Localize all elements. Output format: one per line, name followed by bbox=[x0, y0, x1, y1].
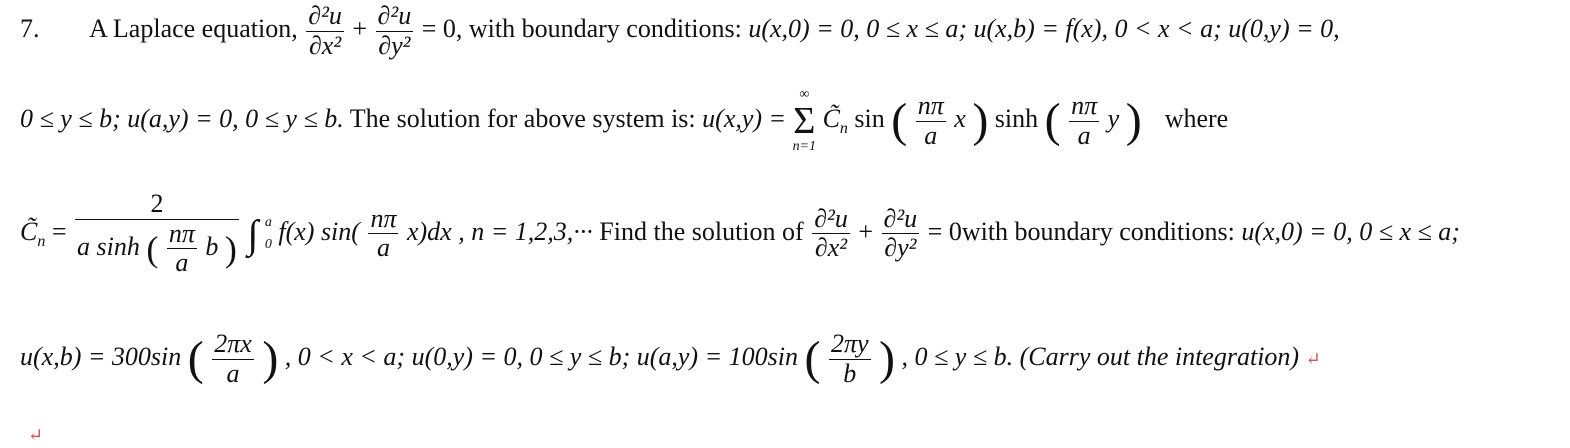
solution-lhs: u(x,y) = bbox=[702, 103, 787, 133]
sinh-text: sinh bbox=[994, 103, 1039, 133]
where-text: where bbox=[1164, 103, 1229, 133]
integrand-fraction: $\frac{n\pi}{a}$ bbox=[370, 203, 397, 263]
npi-over-a-fraction-2: $\frac{n\pi}{a}$ bbox=[1071, 90, 1098, 150]
return-mark-icon: ↵ bbox=[28, 425, 44, 445]
equals-zero-text: = 0, with boundary conditions: bbox=[421, 14, 742, 44]
find-text: Find the solution of bbox=[599, 216, 804, 246]
problem-number: 7. bbox=[20, 14, 40, 44]
line-4: u(x,b) = 300sin ( $\frac{2\pi x}{a}$ ) , 0 < x < a; u(0,y) = 0, 0 ≤ y ≤ b; u(a,y) = 100sin ( $\frac{2\pi y}{b}$ ) , 0 ≤ y ≤ b. (Carry out the integration) ↵ bbox=[20, 329, 1321, 388]
return-mark: ↵ bbox=[1305, 349, 1321, 370]
sin-text: sin bbox=[854, 103, 885, 133]
new-boundary-conditions-1: u(x,0) = 0, 0 ≤ x ≤ a; bbox=[1241, 216, 1460, 246]
npi-over-a-fraction: $\frac{n\pi}{a}$ bbox=[917, 90, 944, 150]
line-3: $C̃_n$ = 2 a sinh ( $\frac{n\pi}{a}$ b ) ∫ a 0 f(x) sin( $\frac{n\pi}{a}$ x)dx , n = 1,2,3,··· Find the solution of $\frac{\text{∂²u}}{\text{∂x²}}$ + $\frac{\text{∂²u}}{\text{∂y²}}$ = 0with boundary conditions: u(x,0) = 0, 0 ≤ x ≤ a; bbox=[20, 189, 1460, 278]
find-equals-text: = 0with boundary conditions: bbox=[927, 216, 1235, 246]
uyy-fraction: $\frac{\text{∂²u}}{\text{∂y²}}$ bbox=[377, 1, 412, 60]
solution-text: The solution for above system is: bbox=[349, 103, 696, 133]
cn-definition-symbol: C̃ bbox=[20, 216, 38, 246]
new-bc-end: , 0 ≤ y ≤ b. (Carry out the integration) bbox=[901, 342, 1300, 372]
bottom-return-mark bbox=[28, 418, 43, 448]
plus-sign: + bbox=[352, 14, 368, 44]
find-uyy-fraction: $\frac{\text{∂²u}}{\text{∂y²}}$ bbox=[883, 203, 918, 263]
boundary-conditions-1: u(x,0) = 0, 0 ≤ x ≤ a; u(x,b) = f(x), 0 < x < a; u(0,y) = 0, bbox=[748, 14, 1340, 44]
intro-text: A Laplace equation, bbox=[89, 14, 298, 44]
integrand-end: x)dx , n = 1,2,3,··· bbox=[406, 216, 593, 246]
new-bc-top-start: u(x,b) = 300sin bbox=[20, 342, 182, 372]
cn-symbol: C̃ bbox=[822, 103, 840, 133]
two-pi-y-over-b-fraction: $\frac{2\pi y}{b}$ bbox=[830, 329, 869, 388]
integral-limits: a 0 bbox=[264, 214, 272, 252]
integrand-start: f(x) sin( bbox=[278, 216, 360, 246]
cn-coefficient-fraction: 2 a sinh ( $\frac{n\pi}{a}$ b ) bbox=[77, 189, 237, 278]
cn-equals: = bbox=[51, 216, 67, 246]
new-bc-mid: , 0 < x < a; u(0,y) = 0, 0 ≤ y ≤ b; u(a,y) = 100sin bbox=[284, 342, 798, 372]
line-2: 0 ≤ y ≤ b; u(a,y) = 0, 0 ≤ y ≤ b. The solution for above system is: u(x,y) = ∞ Σ n=1 $C̃_n$ sin ( $\frac{n\pi}{a}$ x ) sinh ( $\frac{n\pi}{a}$ y ) where bbox=[20, 87, 1229, 154]
two-pi-x-over-a-fraction: $\frac{2\pi x}{a}$ bbox=[214, 329, 252, 388]
find-uxx-fraction: $\frac{\text{∂²u}}{\text{∂x²}}$ bbox=[814, 203, 848, 263]
line-1 bbox=[20, 2, 1340, 60]
boundary-conditions-2: 0 ≤ y ≤ b; u(a,y) = 0, 0 ≤ y ≤ b. bbox=[20, 103, 344, 133]
integral-sign: ∫ bbox=[247, 211, 259, 257]
uxx-fraction: $\frac{\text{∂²u}}{\text{∂x²}}$ bbox=[308, 1, 342, 60]
summation: ∞ Σ n=1 bbox=[792, 87, 817, 154]
